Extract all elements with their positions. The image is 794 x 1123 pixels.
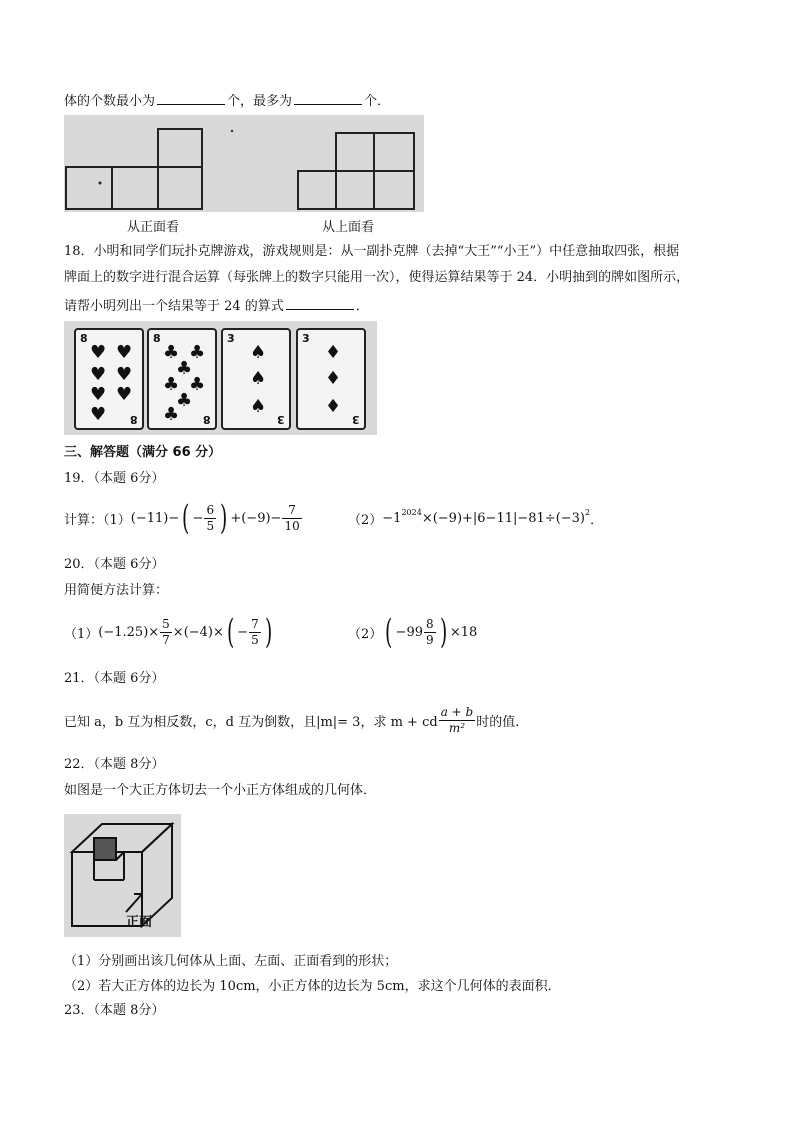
fraction: $\frac{6}{5}$ [206,502,215,533]
q22-intro: 如图是一个大正方体切去一个小正方体组成的几何体． [64,783,377,798]
q18-line-2: 牌面上的数字进行混合运算（每张牌上的数字只能用一次），使得运算结果等于 24．小明抽到的牌如图所示， [64,270,690,285]
q21-head: 21．（本题 6分） [64,671,165,686]
heart-icon: ♥ [90,364,107,385]
q23-head: 23．（本题 8分） [64,1003,165,1018]
answer-blank-max[interactable] [294,91,362,105]
q22-cube-figure [64,814,181,937]
diamond-icon: ♦ [325,342,342,363]
fraction: $\frac{8}{9}$ [425,616,434,647]
answer-blank-min[interactable] [157,91,225,105]
q20-expression-1: （1） (−1.25)× $\frac{5}{7}$ ×(−4)× ( − $\frac{7}{5}$ ) [64,612,272,652]
fraction: $\frac{7}{10}$ [284,502,300,533]
q19-expression-2: （2） −1 $^{2024}$ ×(−9)+|6−11|−81÷(−3) $^2$ ． [348,508,604,528]
playing-card-4: 3 ♦ ♦ ♦ 3 [296,328,366,430]
heart-icon: ♥ [116,384,133,405]
q19-expression-1: 计算：（1） (−11)− ( − $\frac{6}{5}$ ) +(−9)− $\frac{7}{10}$ [64,498,300,538]
q18-cards-figure [64,321,377,435]
club-icon: ♣ [163,374,180,395]
section-3-title: 三、解答题（满分 66 分） [64,445,222,460]
front-view-caption: 从正面看 [127,220,180,235]
club-icon: ♣ [176,358,193,379]
heart-icon: ♥ [90,384,107,405]
club-icon: ♣ [163,342,180,363]
q20-head: 20．（本题 6分） [64,557,165,572]
club-icon: ♣ [163,404,180,425]
club-icon: ♣ [189,342,206,363]
q18-line-1: 18．小明和同学们玩扑克牌游戏，游戏规则是：从一副扑克牌（去掉“大王”“小王”）中任意抽取四张，根据 [64,244,680,259]
club-icon: ♣ [189,374,206,395]
q22-part-2: （2）若大正方体的边长为 10cm，小正方体的边长为 5cm，求这个几何体的表面积． [64,979,561,994]
heart-icon: ♥ [90,342,107,363]
spade-icon: ♠ [250,342,267,363]
q21-statement: 已知 a，b 互为相反数，c，d 互为倒数，且|m|= 3，求 m + cd $\frac{a + b}{\text{m²}}$ 时的值． [64,704,529,735]
spade-icon: ♠ [250,396,267,417]
q22-head: 22．（本题 8分） [64,757,165,772]
cube-drawing [64,814,181,937]
heart-icon: ♥ [116,364,133,385]
views-drawing [64,115,424,212]
fraction: $\frac{7}{5}$ [251,616,259,647]
q20-intro: 用简便方法计算： [64,583,169,598]
fraction: $\frac{5}{7}$ [162,616,170,647]
playing-card-1: 8 ♥ ♥ ♥ ♥ ♥ ♥ ♥ 8 [74,328,144,430]
q18-line-3: 请帮小明列出一个结果等于 24 的算式 ． [64,296,369,316]
club-icon: ♣ [176,390,193,411]
q19-head: 19．（本题 6分） [64,471,165,486]
playing-card-3: 3 ♠ ♠ ♠ 3 [221,328,291,430]
spade-icon: ♠ [250,368,267,389]
q17-views-figure [64,115,424,212]
q17-line: 体的个数最小为 个，最多为 个． [64,91,390,111]
front-face-label: 正面 [126,915,153,930]
fraction: $\frac{a + b}{\text{m²}}$ [440,704,474,735]
diamond-icon: ♦ [325,396,342,417]
answer-blank-24[interactable] [286,296,354,310]
heart-icon: ♥ [90,404,107,425]
q20-expression-2: （2） ( −99 $\frac{8}{9}$ ) ×18 [348,612,478,652]
heart-icon: ♥ [116,342,133,363]
playing-card-2: 8 ♣ ♣ ♣ ♣ ♣ ♣ ♣ 8 [147,328,217,430]
diamond-icon: ♦ [325,368,342,389]
q22-part-1: （1）分别画出该几何体从上面、左面、正面看到的形状； [64,954,398,969]
top-view-caption: 从上面看 [322,220,375,235]
